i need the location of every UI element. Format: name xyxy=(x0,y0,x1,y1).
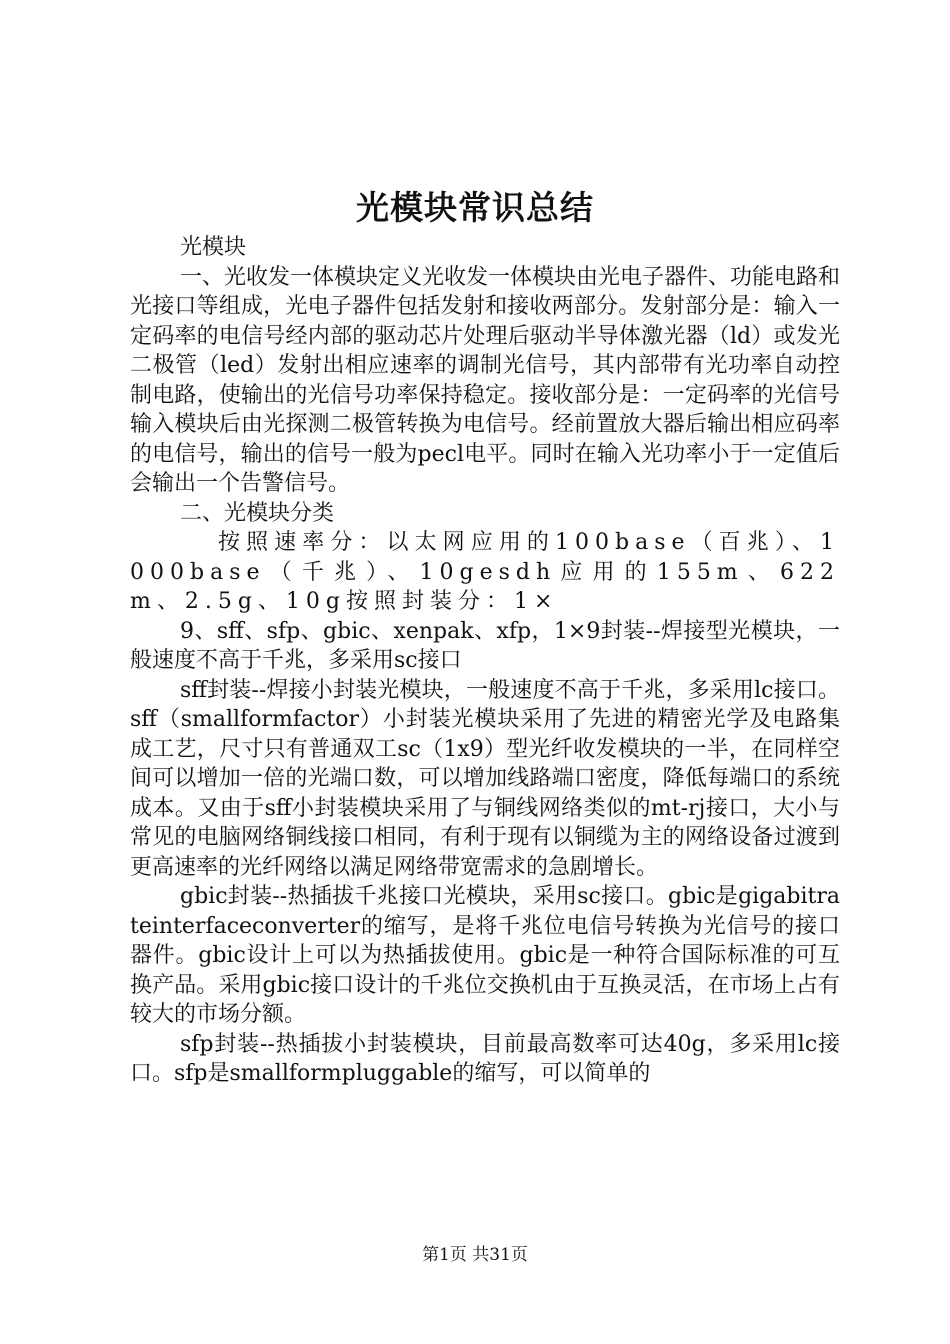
paragraph-heading-classification: 二、光模块分类 xyxy=(180,500,335,526)
paragraph-definition: 一、光收发一体模块定义光收发一体模块由光电子器件、功能电路和光接口等组成，光电子器件包括发射和接收两部分。发射部分是：输入一定码率的电信号经内部的驱动芯片处理后驱动半导体激光器（ld）或发光二极管（led）发射出相应速率的调制光信号，其内部带有光功率自动控制电路，使输出的光信号功率保持稳定。接收部分是：一定码率的光信号输入模块后由光探测二极管转换为电信号。经前置放大器后输出相应码率的电信号，输出的信号一般为pecl电平。同时在输入光功率小于一定值后会输出一个告警信号。 xyxy=(130,264,841,496)
page-number-footer: 第1页 共31页 xyxy=(422,1245,528,1265)
paragraph-gbic-package: gbic封装--热插拔千兆接口光模块，采用sc接口。gbic是gigabitrateinterfaceconverter的缩写，是将千兆位电信号转换为光信号的接口器件。gbic设计上可以为热插拔使用。gbic是一种符合国际标准的可互换产品。采用gbic接口设计的千兆位交换机由于互换灵活，在市场上占有较大的市场分额。 xyxy=(130,884,840,1027)
paragraph-by-rate: 按照速率分：以太网应用的100base（百兆）、1000base（千兆）、10gesdh应用的155m、622m、2.5g、10g按照封装分：1× xyxy=(130,530,840,614)
paragraph-heading-optical-module: 光模块 xyxy=(180,235,247,260)
paragraph-sff-package: sff封装--焊接小封装光模块，一般速度不高于千兆，多采用lc接口。sff（smallformfactor）小封装光模块采用了先进的精密光学及电路集成工艺，尺寸只有普通双工sc（1x9）型光纤收发模块的一半，在同样空间可以增加一倍的光端口数，可以增加线路端口密度，降低每端口的系统成本。又由于sff小封装模块采用了与铜线网络类似的mt-rj接口，大小与常见的电脑网络铜线接口相同，有利于现有以铜缆为主的网络设备过渡到更高速率的光纤网络以满足网络带宽需求的急剧增长。 xyxy=(130,677,840,880)
document-body xyxy=(130,233,840,1089)
paragraph-1x9-package: 9、sff、sfp、gbic、xenpak、xfp，1×9封装--焊接型光模块，一般速度不高于千兆，多采用sc接口 xyxy=(130,618,840,673)
paragraph-sfp-package: sfp封装--热插拔小封装模块，目前最高数率可达40g，多采用lc接口。sfp是smallformpluggable的缩写，可以简单的 xyxy=(130,1031,840,1086)
document-title: 光模块常识总结 xyxy=(356,188,594,227)
